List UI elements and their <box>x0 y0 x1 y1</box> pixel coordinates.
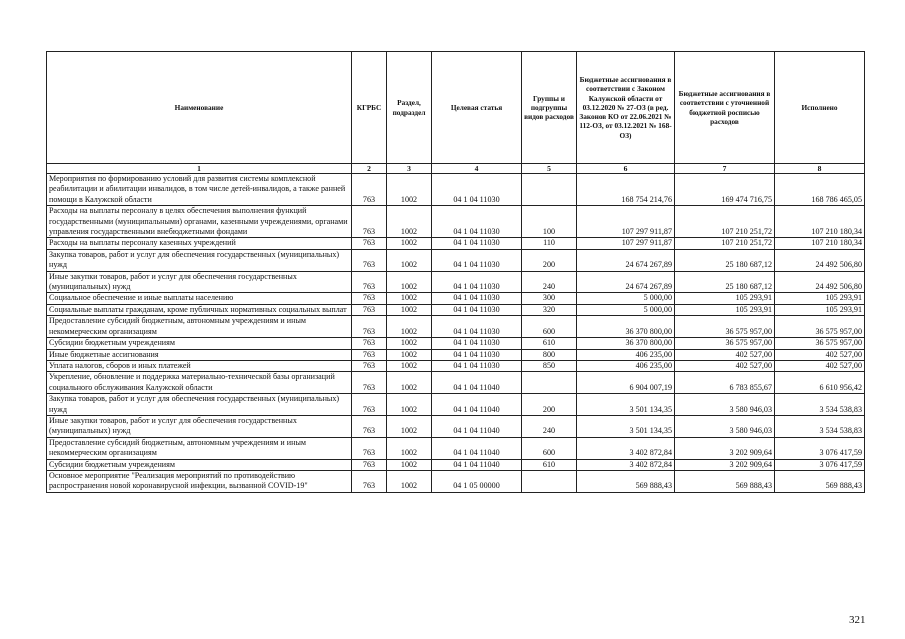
table-row <box>47 459 865 470</box>
row-section: 1002 <box>387 470 432 492</box>
row-done: 6 610 956,42 <box>775 372 865 394</box>
row-group: 320 <box>522 304 577 315</box>
row-section: 1002 <box>387 249 432 271</box>
column-number: 6 <box>577 164 675 174</box>
row-target: 04 1 04 11030 <box>432 293 522 304</box>
row-kgrbs: 763 <box>352 437 387 459</box>
row-group: 610 <box>522 459 577 470</box>
row-name: Укрепление, обновление и поддержка материально-технической базы организаций социального обслуживания Калужской области <box>47 372 352 394</box>
row-target: 04 1 04 11040 <box>432 394 522 416</box>
row-name: Социальные выплаты гражданам, кроме публичных нормативных социальных выплат <box>47 304 352 315</box>
row-group: 850 <box>522 360 577 371</box>
table-body <box>47 174 865 493</box>
column-number: 8 <box>775 164 865 174</box>
column-number: 5 <box>522 164 577 174</box>
row-kgrbs: 763 <box>352 206 387 238</box>
row-name: Субсидии бюджетным учреждениям <box>47 459 352 470</box>
row-assign: 5 000,00 <box>577 293 675 304</box>
row-group: 240 <box>522 415 577 437</box>
row-assign: 6 904 007,19 <box>577 372 675 394</box>
row-name: Уплата налогов, сборов и иных платежей <box>47 360 352 371</box>
row-kgrbs: 763 <box>352 249 387 271</box>
header-section: Раздел, подраздел <box>387 52 432 164</box>
row-kgrbs: 763 <box>352 238 387 249</box>
row-group: 800 <box>522 349 577 360</box>
row-done: 3 534 538,83 <box>775 394 865 416</box>
row-name: Субсидии бюджетным учреждениям <box>47 338 352 349</box>
row-group: 600 <box>522 316 577 338</box>
row-refined: 6 783 855,67 <box>675 372 775 394</box>
row-refined: 25 180 687,12 <box>675 249 775 271</box>
row-section: 1002 <box>387 349 432 360</box>
row-kgrbs: 763 <box>352 271 387 293</box>
header-kgrbs: КГРБС <box>352 52 387 164</box>
column-number-row <box>47 164 865 174</box>
table-row <box>47 338 865 349</box>
row-group <box>522 470 577 492</box>
table-row <box>47 206 865 238</box>
table-row <box>47 271 865 293</box>
row-target: 04 1 04 11030 <box>432 304 522 315</box>
column-number: 3 <box>387 164 432 174</box>
row-refined: 402 527,00 <box>675 349 775 360</box>
row-assign: 406 235,00 <box>577 360 675 371</box>
row-name: Иные бюджетные ассигнования <box>47 349 352 360</box>
row-kgrbs: 763 <box>352 338 387 349</box>
row-assign: 107 297 911,87 <box>577 206 675 238</box>
table-row <box>47 249 865 271</box>
row-name: Мероприятия по формированию условий для развития системы комплексной реабилитации и абилитации инвалидов, в том числе детей-инвалидов, а также ранней помощи в Калужской области <box>47 174 352 206</box>
row-kgrbs: 763 <box>352 415 387 437</box>
row-done: 24 492 506,80 <box>775 249 865 271</box>
row-refined: 3 580 946,03 <box>675 394 775 416</box>
row-group: 610 <box>522 338 577 349</box>
row-assign: 107 297 911,87 <box>577 238 675 249</box>
page-number: 321 <box>849 614 866 626</box>
row-assign: 569 888,43 <box>577 470 675 492</box>
row-name: Закупка товаров, работ и услуг для обеспечения государственных (муниципальных) нужд <box>47 394 352 416</box>
row-done: 36 575 957,00 <box>775 338 865 349</box>
row-group <box>522 372 577 394</box>
row-done: 36 575 957,00 <box>775 316 865 338</box>
row-assign: 24 674 267,89 <box>577 249 675 271</box>
row-kgrbs: 763 <box>352 360 387 371</box>
row-kgrbs: 763 <box>352 304 387 315</box>
row-name: Предоставление субсидий бюджетным, автономным учреждениям и иным некоммерческим организациям <box>47 437 352 459</box>
table-row <box>47 316 865 338</box>
column-number: 4 <box>432 164 522 174</box>
row-done: 3 076 417,59 <box>775 459 865 470</box>
row-name: Расходы на выплаты персоналу в целях обеспечения выполнения функций государственными (муниципальными) органами, казенными учреждениями, органами управления государственными внебюджетными фондами <box>47 206 352 238</box>
row-assign: 406 235,00 <box>577 349 675 360</box>
row-done: 402 527,00 <box>775 360 865 371</box>
row-done: 402 527,00 <box>775 349 865 360</box>
row-section: 1002 <box>387 459 432 470</box>
table-row <box>47 360 865 371</box>
header-target: Целевая статья <box>432 52 522 164</box>
row-kgrbs: 763 <box>352 293 387 304</box>
row-kgrbs: 763 <box>352 394 387 416</box>
table-row <box>47 394 865 416</box>
row-name: Закупка товаров, работ и услуг для обеспечения государственных (муниципальных) нужд <box>47 249 352 271</box>
row-target: 04 1 04 11030 <box>432 249 522 271</box>
header-assign: Бюджетные ассигнования в соответствии с Законом Калужской области от 03.12.2020 № 27-ОЗ (в ред. Законов КО от 22.06.2021 № 112-ОЗ, от 03.12.2021 № 168-ОЗ) <box>577 52 675 164</box>
row-target: 04 1 04 11030 <box>432 349 522 360</box>
row-refined: 569 888,43 <box>675 470 775 492</box>
row-assign: 24 674 267,89 <box>577 271 675 293</box>
row-done: 24 492 506,80 <box>775 271 865 293</box>
header-name: Наименование <box>47 52 352 164</box>
row-group: 200 <box>522 249 577 271</box>
row-refined: 36 575 957,00 <box>675 316 775 338</box>
row-kgrbs: 763 <box>352 349 387 360</box>
row-done: 105 293,91 <box>775 293 865 304</box>
row-target: 04 1 04 11030 <box>432 238 522 249</box>
row-group: 110 <box>522 238 577 249</box>
row-refined: 3 202 909,64 <box>675 459 775 470</box>
row-done: 105 293,91 <box>775 304 865 315</box>
row-assign: 36 370 800,00 <box>577 338 675 349</box>
row-done: 107 210 180,34 <box>775 206 865 238</box>
row-section: 1002 <box>387 271 432 293</box>
row-refined: 107 210 251,72 <box>675 206 775 238</box>
row-refined: 36 575 957,00 <box>675 338 775 349</box>
row-assign: 36 370 800,00 <box>577 316 675 338</box>
row-target: 04 1 04 11040 <box>432 459 522 470</box>
row-section: 1002 <box>387 394 432 416</box>
row-kgrbs: 763 <box>352 470 387 492</box>
row-assign: 168 754 214,76 <box>577 174 675 206</box>
row-done: 168 786 465,05 <box>775 174 865 206</box>
column-number: 7 <box>675 164 775 174</box>
row-refined: 402 527,00 <box>675 360 775 371</box>
row-name: Предоставление субсидий бюджетным, автономным учреждениям и иным некоммерческим организациям <box>47 316 352 338</box>
row-assign: 3 402 872,84 <box>577 437 675 459</box>
row-name: Иные закупки товаров, работ и услуг для обеспечения государственных (муниципальных) нужд <box>47 415 352 437</box>
row-section: 1002 <box>387 437 432 459</box>
row-group: 200 <box>522 394 577 416</box>
table-row <box>47 372 865 394</box>
row-section: 1002 <box>387 316 432 338</box>
row-target: 04 1 04 11040 <box>432 437 522 459</box>
header-row <box>47 52 865 164</box>
budget-table-container <box>46 51 864 493</box>
row-assign: 3 402 872,84 <box>577 459 675 470</box>
table-row <box>47 293 865 304</box>
row-group: 100 <box>522 206 577 238</box>
row-target: 04 1 04 11030 <box>432 271 522 293</box>
row-section: 1002 <box>387 206 432 238</box>
row-group: 240 <box>522 271 577 293</box>
row-section: 1002 <box>387 372 432 394</box>
table-row <box>47 470 865 492</box>
row-kgrbs: 763 <box>352 372 387 394</box>
row-group: 300 <box>522 293 577 304</box>
row-name: Расходы на выплаты персоналу казенных учреждений <box>47 238 352 249</box>
row-refined: 105 293,91 <box>675 293 775 304</box>
table-row <box>47 415 865 437</box>
table-row <box>47 174 865 206</box>
row-refined: 3 580 946,03 <box>675 415 775 437</box>
header-refined: Бюджетные ассигнования в соответствии с уточненной бюджетной росписью расходов <box>675 52 775 164</box>
row-target: 04 1 04 11030 <box>432 316 522 338</box>
row-section: 1002 <box>387 304 432 315</box>
column-number: 2 <box>352 164 387 174</box>
row-done: 569 888,43 <box>775 470 865 492</box>
row-target: 04 1 04 11030 <box>432 174 522 206</box>
row-name: Иные закупки товаров, работ и услуг для обеспечения государственных (муниципальных) нужд <box>47 271 352 293</box>
row-assign: 3 501 134,35 <box>577 394 675 416</box>
header-done: Исполнено <box>775 52 865 164</box>
row-target: 04 1 05 00000 <box>432 470 522 492</box>
row-name: Основное мероприятие "Реализация мероприятий по противодействию распространения новой коронавирусной инфекции, вызванной COVID-19" <box>47 470 352 492</box>
row-target: 04 1 04 11040 <box>432 372 522 394</box>
row-refined: 105 293,91 <box>675 304 775 315</box>
row-assign: 5 000,00 <box>577 304 675 315</box>
table-row <box>47 437 865 459</box>
table-row <box>47 238 865 249</box>
row-kgrbs: 763 <box>352 174 387 206</box>
row-group: 600 <box>522 437 577 459</box>
column-number: 1 <box>47 164 352 174</box>
row-group <box>522 174 577 206</box>
table-row <box>47 349 865 360</box>
row-assign: 3 501 134,35 <box>577 415 675 437</box>
row-refined: 169 474 716,75 <box>675 174 775 206</box>
row-section: 1002 <box>387 415 432 437</box>
row-done: 107 210 180,34 <box>775 238 865 249</box>
row-done: 3 076 417,59 <box>775 437 865 459</box>
row-refined: 107 210 251,72 <box>675 238 775 249</box>
row-refined: 25 180 687,12 <box>675 271 775 293</box>
row-refined: 3 202 909,64 <box>675 437 775 459</box>
row-kgrbs: 763 <box>352 316 387 338</box>
row-section: 1002 <box>387 174 432 206</box>
row-target: 04 1 04 11040 <box>432 415 522 437</box>
row-done: 3 534 538,83 <box>775 415 865 437</box>
budget-table <box>46 51 865 493</box>
row-target: 04 1 04 11030 <box>432 206 522 238</box>
table-row <box>47 304 865 315</box>
row-target: 04 1 04 11030 <box>432 360 522 371</box>
row-target: 04 1 04 11030 <box>432 338 522 349</box>
row-section: 1002 <box>387 293 432 304</box>
header-groups: Группы и подгруппы видов расходов <box>522 52 577 164</box>
row-section: 1002 <box>387 238 432 249</box>
row-section: 1002 <box>387 360 432 371</box>
row-kgrbs: 763 <box>352 459 387 470</box>
row-name: Социальное обеспечение и иные выплаты населению <box>47 293 352 304</box>
row-section: 1002 <box>387 338 432 349</box>
